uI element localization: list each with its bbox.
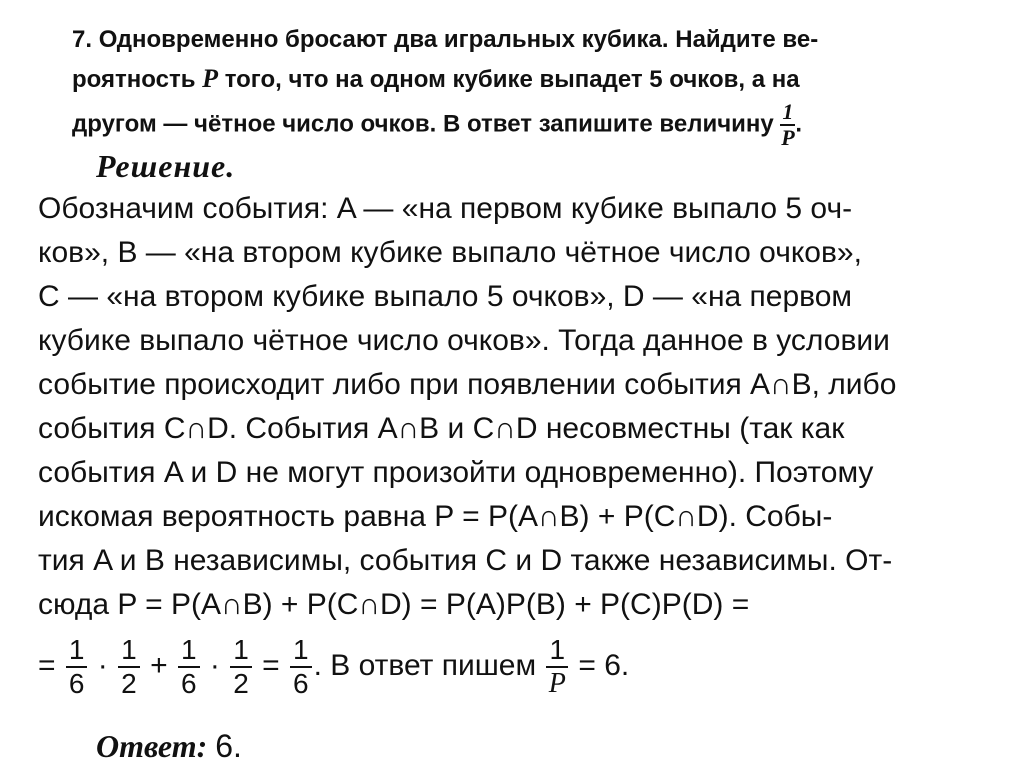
fraction-1-over-p <box>780 100 795 150</box>
solution-line-7: события A и D не могут произойти одновременно). Поэтому <box>38 456 874 489</box>
problem-line-1 <box>72 26 818 54</box>
fraction-1-6 <box>66 634 88 700</box>
answer-value: 6. <box>215 728 242 764</box>
fraction-1-2 <box>118 634 140 700</box>
fraction-denominator: P <box>548 668 566 699</box>
answer-line <box>96 728 242 765</box>
multiply-dot: · <box>97 648 108 682</box>
fraction-denominator: 6 <box>180 668 197 699</box>
plus-sign: + <box>150 648 168 682</box>
fraction-numerator: 1 <box>230 634 252 668</box>
multiply-dot: · <box>209 648 220 682</box>
solution-final-line <box>38 634 629 700</box>
fraction-numerator: 1 <box>178 634 200 668</box>
problem-line-2 <box>72 64 800 94</box>
solution-line-9: тия A и B независимы, события C и D также независимы. От- <box>38 544 893 577</box>
fraction-numerator: 1 <box>290 634 312 668</box>
fraction-denominator: P <box>781 125 795 150</box>
fraction-numerator: 1 <box>66 634 88 668</box>
solution-title: Решение. <box>96 148 236 184</box>
fraction-denominator: 6 <box>293 668 309 699</box>
solution-line-8: искомая вероятность равна P = P(A∩B) + P(C∩D). Собы- <box>38 500 833 533</box>
fraction-1-6 <box>178 634 200 700</box>
solution-line-10: сюда P = P(A∩B) + P(C∩D) = P(A)P(B) + P(C)P(D) = <box>38 588 750 621</box>
problem-text-1: Одновременно бросают два игральных кубика. Найдите ве- <box>98 26 819 53</box>
fraction-numerator: 1 <box>782 99 794 124</box>
problem-line-3 <box>72 100 802 150</box>
problem-text-2a: роятность <box>72 66 196 93</box>
problem-text-3: другом — чётное число очков. В ответ запишите величину <box>72 110 774 138</box>
problem-period: . <box>795 110 803 138</box>
solution-line-5: событие происходит либо при появлении события A∩B, либо <box>38 368 897 401</box>
fraction-denominator: 2 <box>233 668 249 699</box>
answer-label: Ответ: <box>96 728 208 764</box>
fraction-numerator: 1 <box>118 634 140 668</box>
fraction-1-over-p <box>546 634 568 700</box>
result-value: = 6. <box>578 648 630 682</box>
fraction-denominator: 2 <box>121 668 137 699</box>
fraction-denominator: 6 <box>68 668 85 699</box>
solution-line-3: C — «на втором кубике выпало 5 очков», D — «на первом <box>38 280 853 313</box>
solution-line-2: ков», B — «на втором кубике выпало чётное число очков», <box>38 236 862 269</box>
fraction-numerator: 1 <box>546 634 568 668</box>
fraction-1-2 <box>230 634 252 700</box>
solution-line-6: события C∩D. События A∩B и C∩D несовместны (так как <box>38 412 845 445</box>
problem-text-2b: того, что на одном кубике выпадет 5 очков, а на <box>224 66 800 93</box>
solution-line-4: кубике выпало чётное число очков». Тогда данное в условии <box>38 324 890 357</box>
fraction-1-6 <box>290 634 312 700</box>
equals-sign: = <box>38 648 56 682</box>
equals-sign: = <box>262 648 280 682</box>
variable-p: P <box>202 64 219 93</box>
problem-number: 7. <box>72 26 93 53</box>
answer-text: . В ответ пишем <box>313 648 537 682</box>
solution-line-1: Обозначим события: A — «на первом кубике выпало 5 оч- <box>38 192 853 225</box>
